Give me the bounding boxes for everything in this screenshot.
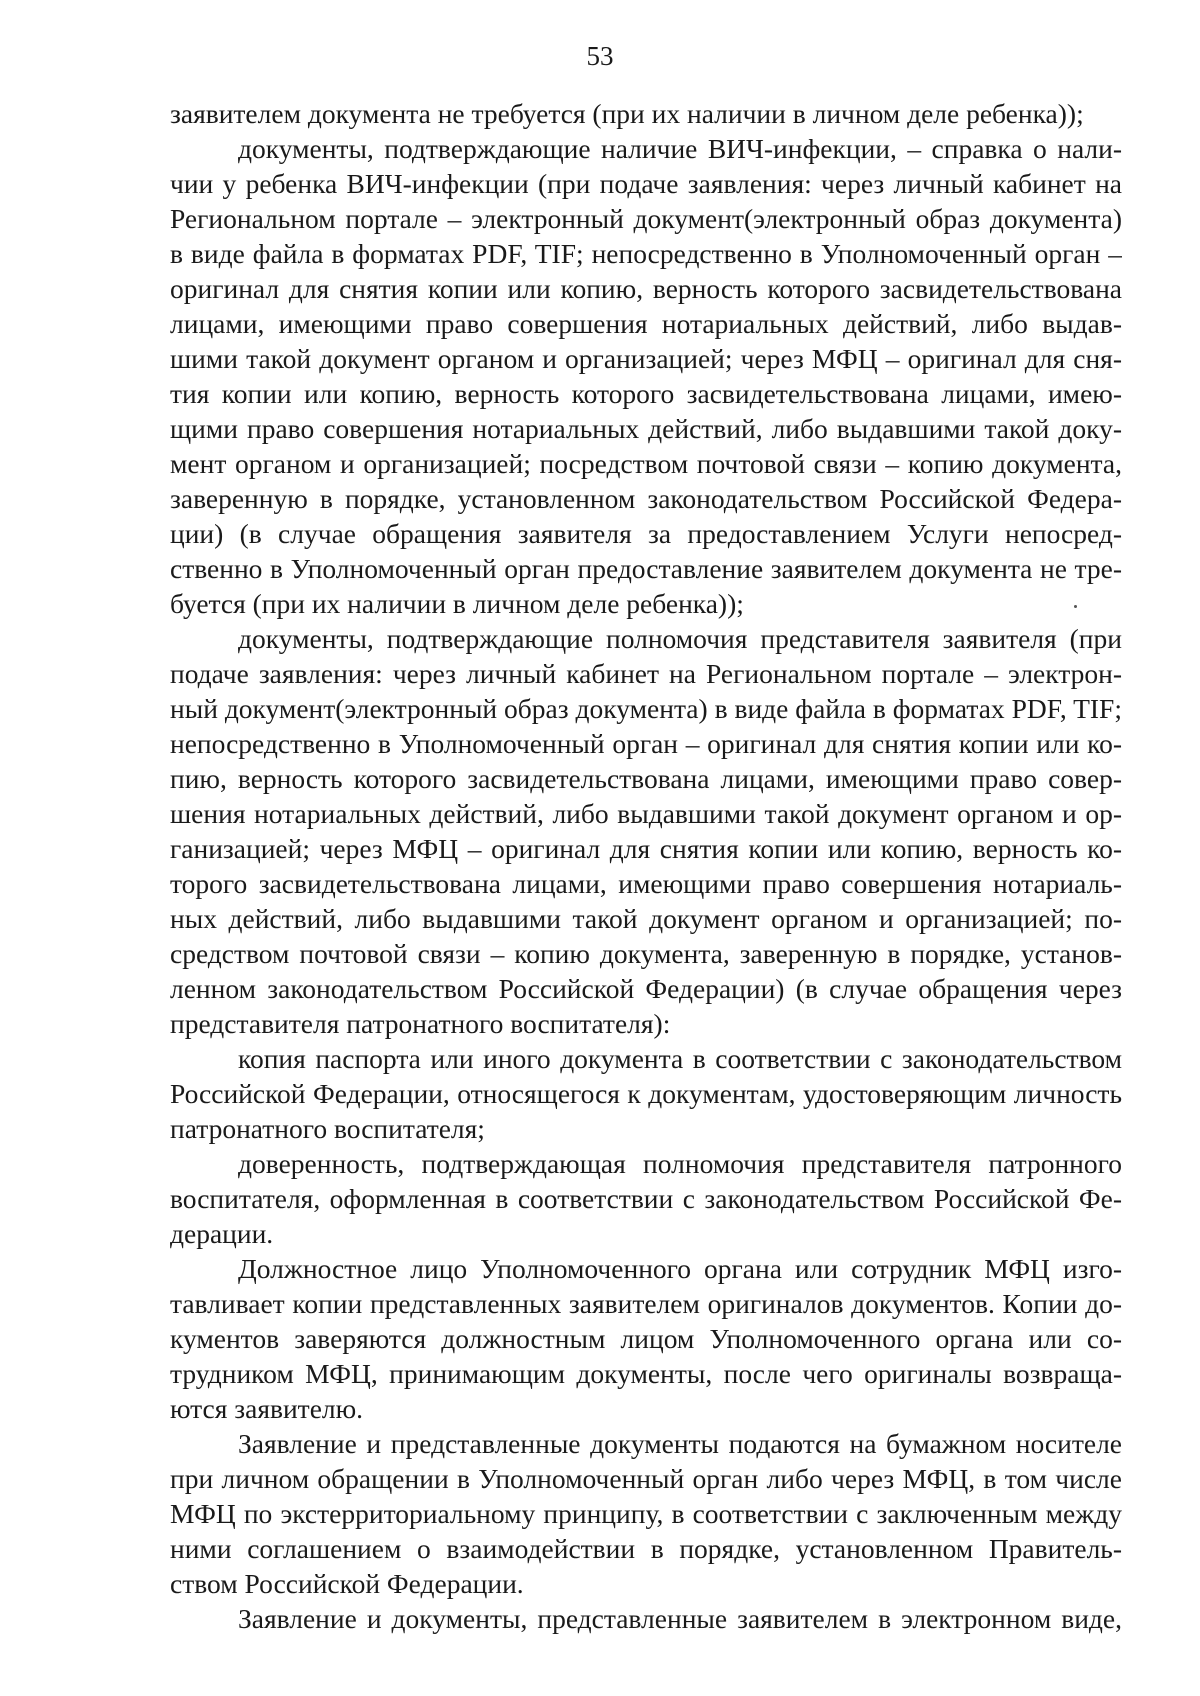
text-line: документы, подтверждающие наличие ВИЧ-инфекции, – справка о нали- [238, 133, 1122, 164]
text-line: заявителем документа не требуется (при их наличии в личном деле ребенка)); [170, 98, 1084, 129]
text-line: Российской Федерации, относящегося к документам, удостоверяющим личность [170, 1078, 1122, 1109]
scan-speck [1074, 605, 1077, 608]
text-line: ются заявителю. [170, 1393, 364, 1424]
text-line: доверенность, подтверждающая полномочия представителя патронного [238, 1148, 1122, 1179]
text-line: чии у ребенка ВИЧ-инфекции (при подаче заявления: через личный кабинет на [170, 168, 1122, 199]
text-line: Заявление и представленные документы подаются на бумажном носителе [238, 1428, 1122, 1459]
text-line: подаче заявления: через личный кабинет на Региональном портале – электрон- [170, 658, 1122, 689]
text-line: трудником МФЦ, принимающим документы, после чего оригиналы возвраща- [170, 1358, 1122, 1389]
text-line: пию, верность которого засвидетельствована лицами, имеющими право совер- [170, 763, 1122, 794]
text-line: щими право совершения нотариальных действий, либо выдавшими такой доку- [170, 413, 1122, 444]
text-line: в виде файла в форматах PDF, TIF; непосредственно в Уполномоченный орган – [170, 238, 1122, 269]
text-line: ленном законодательством Российской Федерации) (в случае обращения через [170, 973, 1122, 1004]
text-line: ственно в Уполномоченный орган предоставление заявителем документа не тре- [170, 553, 1122, 584]
text-line: тия копии или копию, верность которого засвидетельствована лицами, имею- [170, 378, 1122, 409]
text-line: мент органом и организацией; посредством почтовой связи – копию документа, [170, 448, 1122, 479]
text-line: дерации. [170, 1218, 274, 1249]
text-line: тавливает копии представленных заявителем оригиналов документов. Копии до- [170, 1288, 1122, 1319]
text-line: средством почтовой связи – копию документа, заверенную в порядке, установ- [170, 938, 1122, 969]
text-line: ганизацией; через МФЦ – оригинал для снятия копии или копию, верность ко- [170, 833, 1122, 864]
text-line: ними соглашением о взаимодействии в порядке, установленном Правитель- [170, 1533, 1122, 1564]
text-line: копия паспорта или иного документа в соответствии с законодательством [238, 1043, 1122, 1074]
body-text [170, 96, 1122, 1636]
text-line: буется (при их наличии в личном деле ребенка)); [170, 588, 744, 619]
text-line: шими такой документ органом и организацией; через МФЦ – оригинал для сня- [170, 343, 1122, 374]
text-line: патронатного воспитателя; [170, 1113, 485, 1144]
text-line: ством Российской Федерации. [170, 1568, 524, 1599]
text-line: торого засвидетельствована лицами, имеющими право совершения нотариаль- [170, 868, 1122, 899]
text-line: при личном обращении в Уполномоченный орган либо через МФЦ, в том числе [170, 1463, 1122, 1494]
text-line: шения нотариальных действий, либо выдавшими такой документ органом и ор- [170, 798, 1122, 829]
text-line: ный документ(электронный образ документа) в виде файла в форматах PDF, TIF; [170, 693, 1122, 724]
page-number: 53 [586, 41, 614, 71]
text-line: кументов заверяются должностным лицом Уполномоченного органа или со- [170, 1323, 1122, 1354]
text-line: непосредственно в Уполномоченный орган – оригинал для снятия копии или ко- [170, 728, 1122, 759]
text-line: документы, подтверждающие полномочия представителя заявителя (при [238, 623, 1122, 654]
text-line: Заявление и документы, представленные заявителем в электронном виде, [238, 1603, 1122, 1634]
text-line: Должностное лицо Уполномоченного органа или сотрудник МФЦ изго- [238, 1253, 1122, 1284]
text-line: МФЦ по экстерриториальному принципу, в соответствии с заключенным между [170, 1498, 1122, 1529]
text-line: лицами, имеющими право совершения нотариальных действий, либо выдав- [170, 308, 1122, 339]
text-line: Региональном портале – электронный документ(электронный образ документа) [170, 203, 1122, 234]
text-line: представителя патронатного воспитателя): [170, 1008, 671, 1039]
text-line: ции) (в случае обращения заявителя за предоставлением Услуги непосред- [170, 518, 1122, 549]
text-line: ных действий, либо выдавшими такой документ органом и организацией; по- [170, 903, 1122, 934]
text-line: заверенную в порядке, установленном законодательством Российской Федера- [170, 483, 1122, 514]
text-line: оригинал для снятия копии или копию, верность которого засвидетельствована [170, 273, 1122, 304]
text-line: воспитателя, оформленная в соответствии с законодательством Российской Фе- [170, 1183, 1122, 1214]
